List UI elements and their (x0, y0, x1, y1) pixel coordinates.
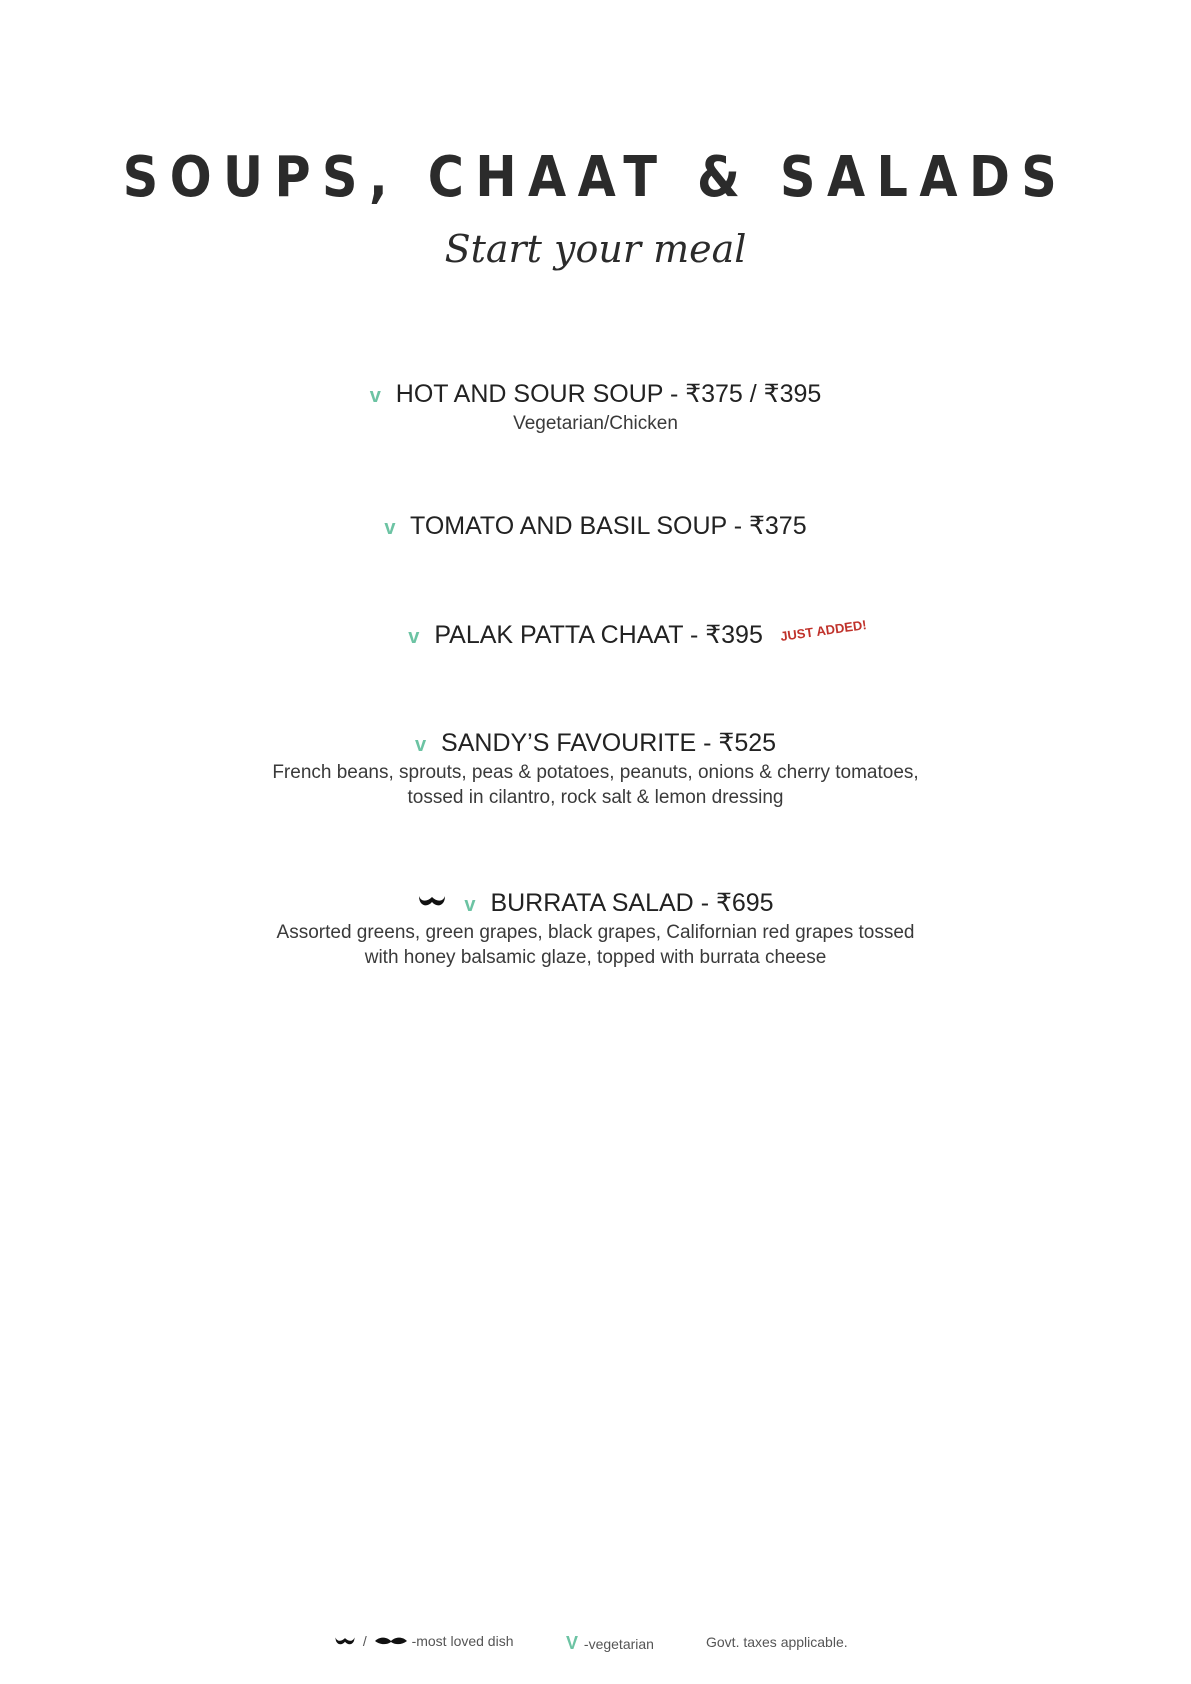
page-subtitle: Start your meal (444, 227, 747, 271)
item-price: - ₹395 (689, 621, 763, 649)
mustache-icon (374, 1634, 408, 1650)
menu-item-palak-patta-chaat (42, 617, 1191, 654)
page-title: SOUPS, CHAAT & SALADS (122, 145, 1069, 210)
legend-vegetarian (566, 1633, 654, 1654)
veg-icon: v (414, 734, 427, 756)
mustache-icon (417, 887, 447, 917)
item-description: tossed in cilantro, rock salt & lemon dressing (407, 787, 784, 808)
item-description: French beans, sprouts, peas & potatoes, peanuts, onions & cherry tomatoes, (272, 762, 919, 783)
item-price: - ₹375 / ₹395 (669, 380, 822, 408)
menu-item-sandys-favourite (0, 728, 1191, 810)
mustache-icon (334, 1634, 356, 1651)
legend-taxes: Govt. taxes applicable. (706, 1634, 848, 1650)
veg-icon: v (464, 894, 476, 916)
item-name: SANDY’S FAVOURITE (441, 729, 697, 757)
legend-vegetarian-label: -vegetarian (583, 1636, 654, 1652)
veg-icon: v (384, 517, 396, 539)
item-price: - ₹525 (703, 729, 777, 757)
veg-icon: v (408, 626, 420, 648)
just-added-badge: JUST ADDED! (779, 617, 868, 644)
menu-item-burrata-salad (0, 888, 1191, 970)
menu-item-hot-and-sour-soup (0, 379, 1191, 436)
item-name: BURRATA SALAD (490, 889, 694, 917)
legend-most-loved (334, 1633, 514, 1651)
item-name: HOT AND SOUR SOUP (395, 380, 663, 408)
legend-slash: / (362, 1633, 367, 1649)
legend-most-loved-label: -most loved dish (411, 1633, 514, 1649)
item-description: Vegetarian/Chicken (513, 413, 678, 434)
item-price: - ₹695 (700, 889, 774, 917)
veg-icon: v (369, 385, 381, 407)
item-name: TOMATO AND BASIL SOUP (410, 512, 727, 540)
item-description: Assorted greens, green grapes, black grapes, Californian red grapes tossed (276, 922, 915, 943)
item-description: with honey balsamic glaze, topped with burrata cheese (364, 947, 827, 968)
veg-icon: V (566, 1633, 579, 1653)
menu-item-tomato-and-basil-soup (0, 511, 1191, 543)
item-name: PALAK PATTA CHAAT (434, 621, 684, 649)
item-price: - ₹375 (733, 512, 807, 540)
